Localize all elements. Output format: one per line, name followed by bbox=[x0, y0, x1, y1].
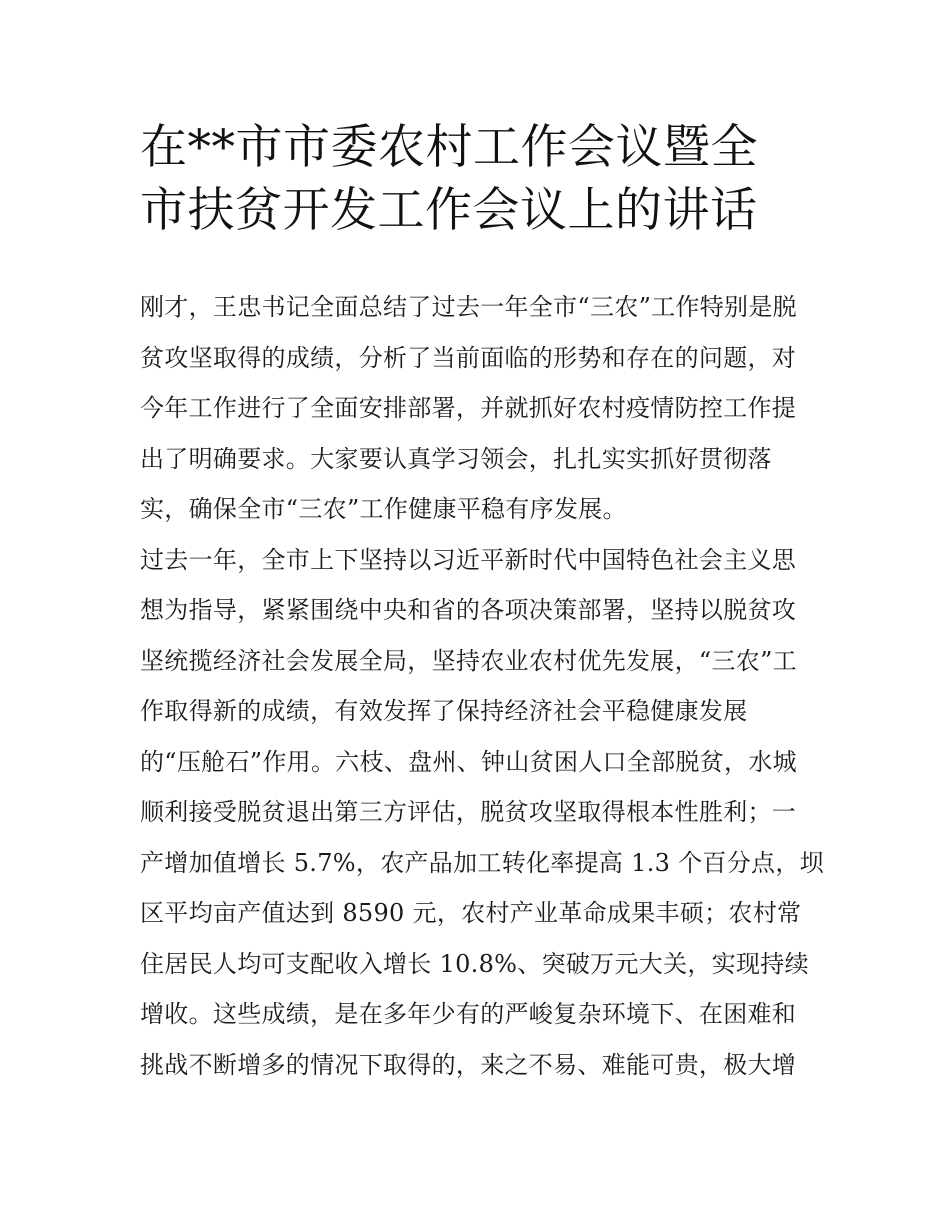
text-line: 产增加值增长 5.7%，农产品加工转化率提高 1.3 个百分点，坝 bbox=[140, 848, 824, 877]
document-title bbox=[140, 116, 820, 242]
document-body bbox=[140, 282, 824, 1090]
text-line: 贫攻坚取得的成绩，分析了当前面临的形势和存在的问题，对 bbox=[140, 343, 797, 372]
text-line: 出了明确要求。大家要认真学习领会，扎扎实实抓好贯彻落 bbox=[140, 444, 772, 473]
title-line: 在**市市委农村工作会议暨全 bbox=[140, 120, 758, 175]
paragraph-review bbox=[140, 535, 824, 1091]
text-line: 作取得新的成绩，有效发挥了保持经济社会平稳健康发展 bbox=[140, 697, 748, 725]
text-line: 区平均亩产值达到 8590 元，农村产业革命成果丰硕；农村常 bbox=[140, 899, 802, 927]
text-line: 增收。这些成绩，是在多年少有的严峻复杂环境下、在困难和 bbox=[140, 1000, 797, 1028]
text-line: 想为指导，紧紧围绕中央和省的各项决策部署，坚持以脱贫攻 bbox=[140, 596, 797, 624]
text-line: 刚才，王忠书记全面总结了过去一年全市“三农”工作特别是脱 bbox=[140, 293, 797, 321]
title-line: 市扶贫开发工作会议上的讲话 bbox=[140, 183, 758, 238]
text-line: 今年工作进行了全面安排部署，并就抓好农村疫情防控工作提 bbox=[140, 394, 797, 422]
text-line: 坚统揽经济社会发展全局，坚持农业农村优先发展，“三农”工 bbox=[140, 646, 797, 675]
text-line: 实，确保全市“三农”工作健康平稳有序发展。 bbox=[140, 495, 627, 523]
paragraph-intro bbox=[140, 282, 820, 535]
text-line: 过去一年，全市上下坚持以习近平新时代中国特色社会主义思 bbox=[140, 545, 797, 574]
text-line: 的“压舱石”作用。六枝、盘州、钟山贫困人口全部脱贫，水城 bbox=[140, 747, 797, 776]
text-line: 住居民人均可支配收入增长 10.8%、突破万元大关，实现持续 bbox=[140, 949, 809, 978]
text-line: 挑战不断增多的情况下取得的，来之不易、难能可贵，极大增 bbox=[140, 1050, 797, 1079]
text-line: 顺利接受脱贫退出第三方评估，脱贫攻坚取得根本性胜利；一 bbox=[140, 798, 797, 826]
